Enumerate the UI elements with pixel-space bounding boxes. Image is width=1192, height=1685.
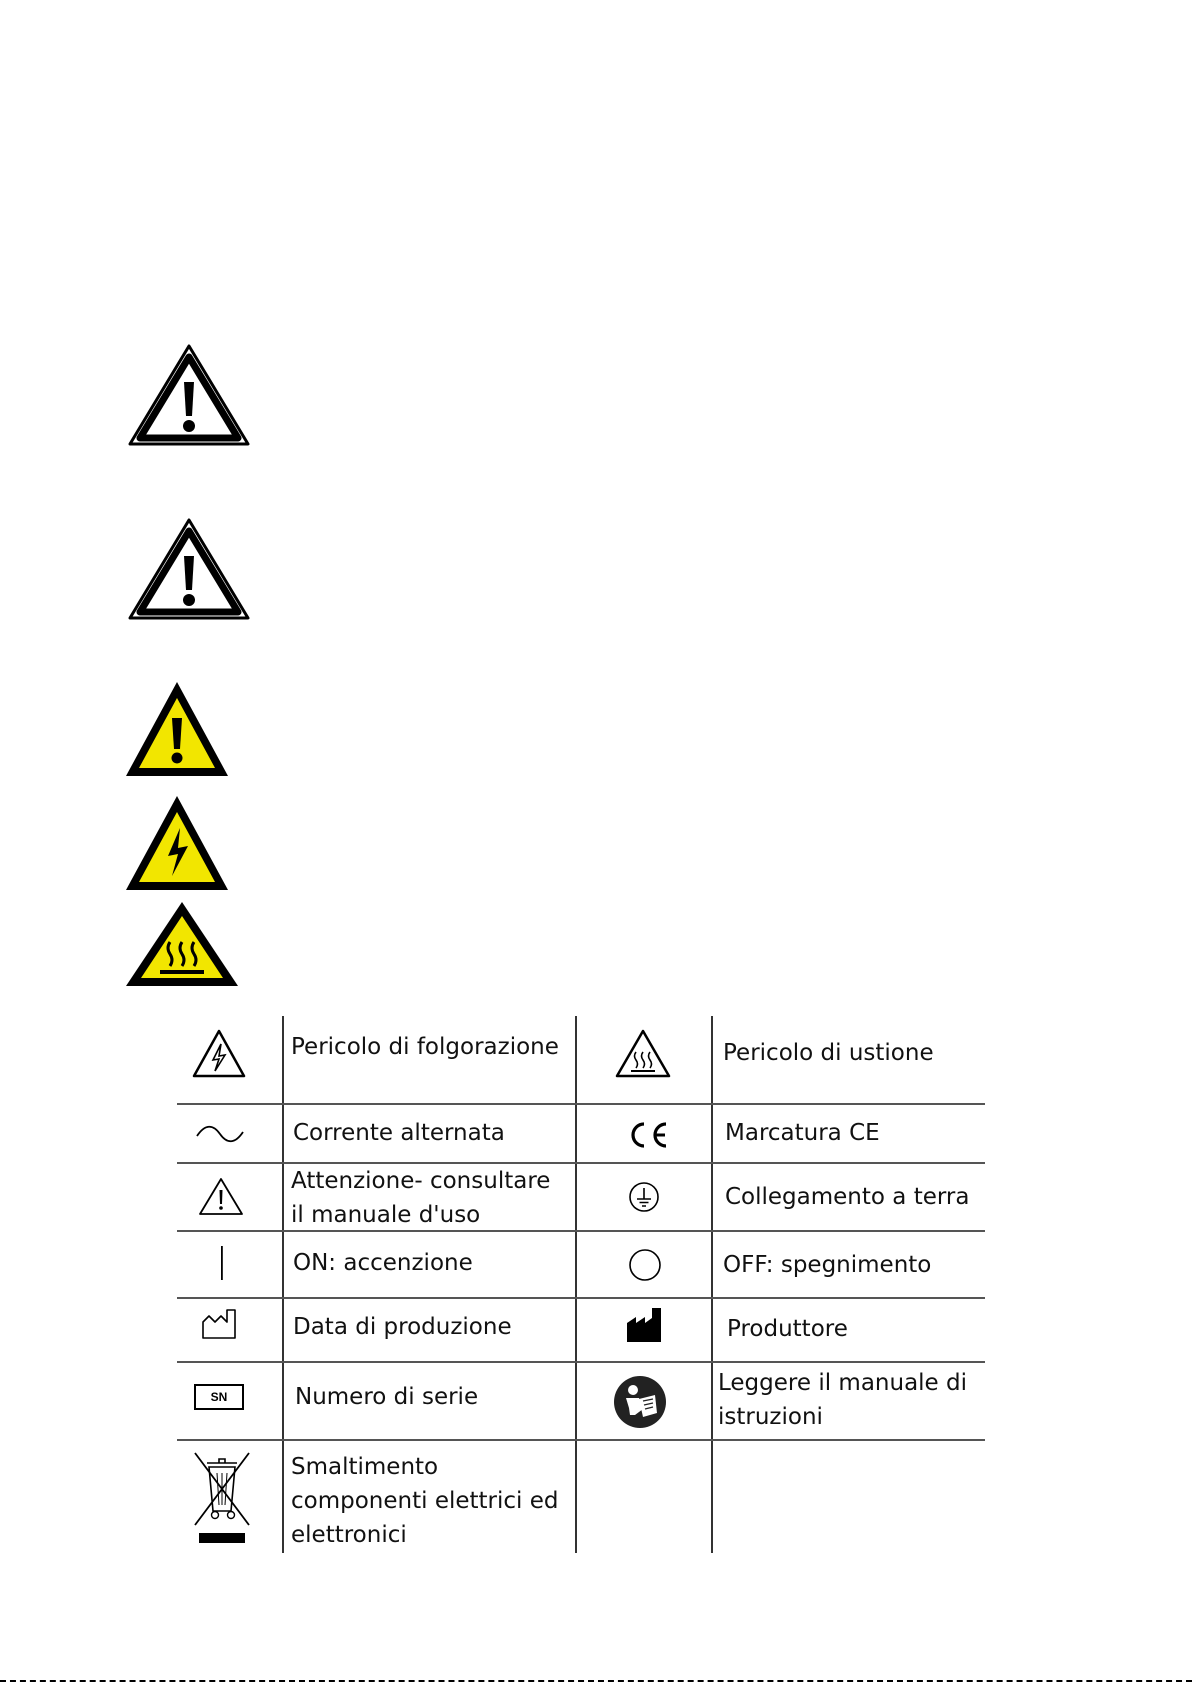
label-weee-disposal: Smaltimento componenti elettrici ed elettronici xyxy=(291,1454,559,1548)
symbols-table xyxy=(177,1016,985,1553)
serial-number-icon: SN xyxy=(194,1384,244,1410)
ground-icon xyxy=(628,1181,660,1213)
read-manual-icon xyxy=(613,1375,667,1429)
label-manufacturer: Produttore xyxy=(727,1316,848,1342)
label-caution: Attenzione- consultare il manuale d'uso xyxy=(291,1168,551,1228)
page-edge-divider xyxy=(0,1680,1192,1682)
warning-yellow-exclamation-icon xyxy=(122,676,232,786)
label-power-off: OFF: spegnimento xyxy=(723,1252,932,1278)
table-divider xyxy=(711,1016,713,1553)
warning-yellow-electric-icon xyxy=(122,790,232,900)
label-ce-mark: Marcatura CE xyxy=(725,1120,880,1146)
alternating-current-icon xyxy=(195,1124,245,1144)
warning-triangle-outline-icon xyxy=(126,342,252,448)
label-power-on: ON: accenzione xyxy=(293,1250,473,1276)
power-off-icon xyxy=(628,1248,662,1282)
label-manufacture-date: Data di produzione xyxy=(293,1314,512,1340)
warning-yellow-hot-surface-icon xyxy=(122,898,242,990)
table-divider xyxy=(177,1439,985,1441)
table-divider xyxy=(177,1297,985,1299)
table-divider xyxy=(282,1016,284,1553)
caution-triangle-icon xyxy=(197,1176,245,1218)
warning-triangle-outline-icon xyxy=(126,516,252,622)
table-divider xyxy=(575,1016,577,1553)
ce-mark-icon xyxy=(626,1120,672,1150)
manufacture-date-icon xyxy=(201,1308,237,1340)
weee-disposal-icon xyxy=(191,1449,253,1545)
power-on-icon xyxy=(220,1246,224,1280)
label-ground: Collegamento a terra xyxy=(725,1184,970,1210)
label-read-manual: Leggere il manuale di istruzioni xyxy=(718,1370,968,1430)
hot-surface-icon xyxy=(614,1028,672,1080)
manufacturer-icon xyxy=(626,1307,662,1343)
table-divider xyxy=(177,1361,985,1363)
label-serial-number: Numero di serie xyxy=(295,1384,479,1410)
label-electric-hazard: Pericolo di folgorazione xyxy=(291,1034,559,1060)
table-divider xyxy=(177,1103,985,1105)
label-hot-surface: Pericolo di ustione xyxy=(723,1040,934,1066)
label-alternating-current: Corrente alternata xyxy=(293,1120,505,1146)
electric-hazard-icon xyxy=(191,1028,247,1080)
